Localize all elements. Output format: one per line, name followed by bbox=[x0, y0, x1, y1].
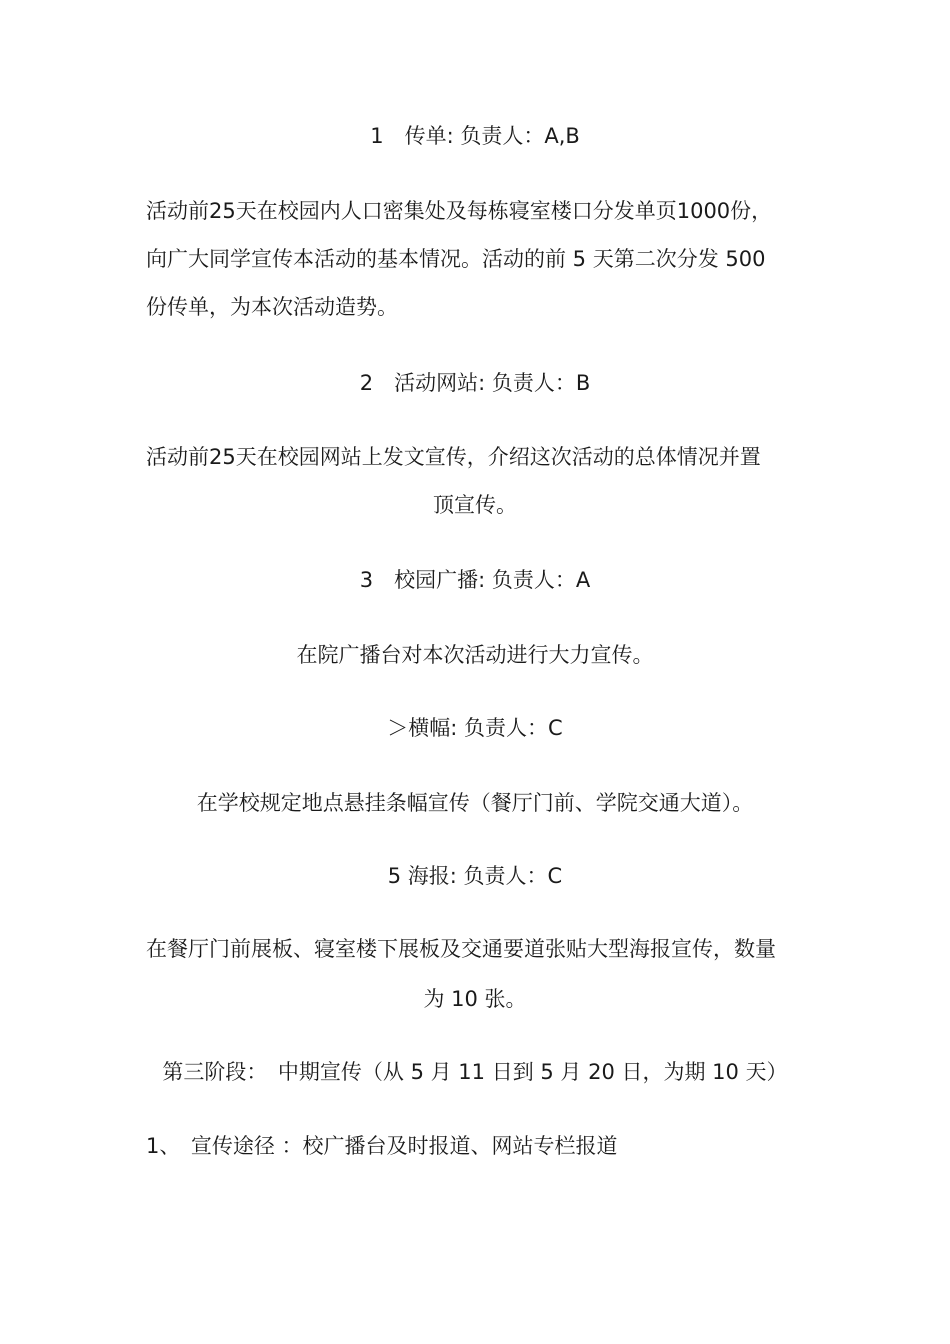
paragraph-poster-line-2: 为 10 张。 bbox=[423, 987, 527, 1011]
heading-broadcast: 3 校园广播: 负责人：A bbox=[359, 568, 591, 592]
heading-flyers: 1 传单: 负责人：A,B bbox=[370, 124, 580, 148]
paragraph-flyers-line-1: 活动前25天在校园内人口密集处及每栋寝室楼口分发单页1000份， bbox=[146, 199, 773, 223]
paragraph-flyers-line-2: 向广大同学宣传本活动的基本情况。活动的前 5 天第二次分发 500 bbox=[146, 247, 766, 271]
paragraph-flyers-line-3: 份传单，为本次活动造势。 bbox=[146, 295, 398, 319]
paragraph-website-line-2: 顶宣传。 bbox=[433, 493, 517, 517]
paragraph-broadcast: 在院广播台对本次活动进行大力宣传。 bbox=[296, 643, 654, 667]
heading-banner: ＞横幅: 负责人：C bbox=[387, 716, 563, 740]
heading-phase-three: 第三阶段： 中期宣传（从 5 月 11 日到 5 月 20 日，为期 10 天） bbox=[162, 1060, 788, 1084]
paragraph-poster-line-1: 在餐厅门前展板、寝室楼下展板及交通要道张贴大型海报宣传，数量 bbox=[146, 937, 776, 961]
heading-poster: 5 海报: 负责人：C bbox=[387, 864, 563, 888]
paragraph-banner: 在学校规定地点悬挂条幅宣传（餐厅门前、学院交通大道）。 bbox=[196, 791, 754, 815]
heading-website: 2 活动网站: 负责人：B bbox=[359, 371, 591, 395]
paragraph-website-line-1: 活动前25天在校园网站上发文宣传，介绍这次活动的总体情况并置 bbox=[146, 445, 761, 469]
paragraph-channels: 1、 宣传途径 ：校广播台及时报道、网站专栏报道 bbox=[146, 1134, 618, 1158]
